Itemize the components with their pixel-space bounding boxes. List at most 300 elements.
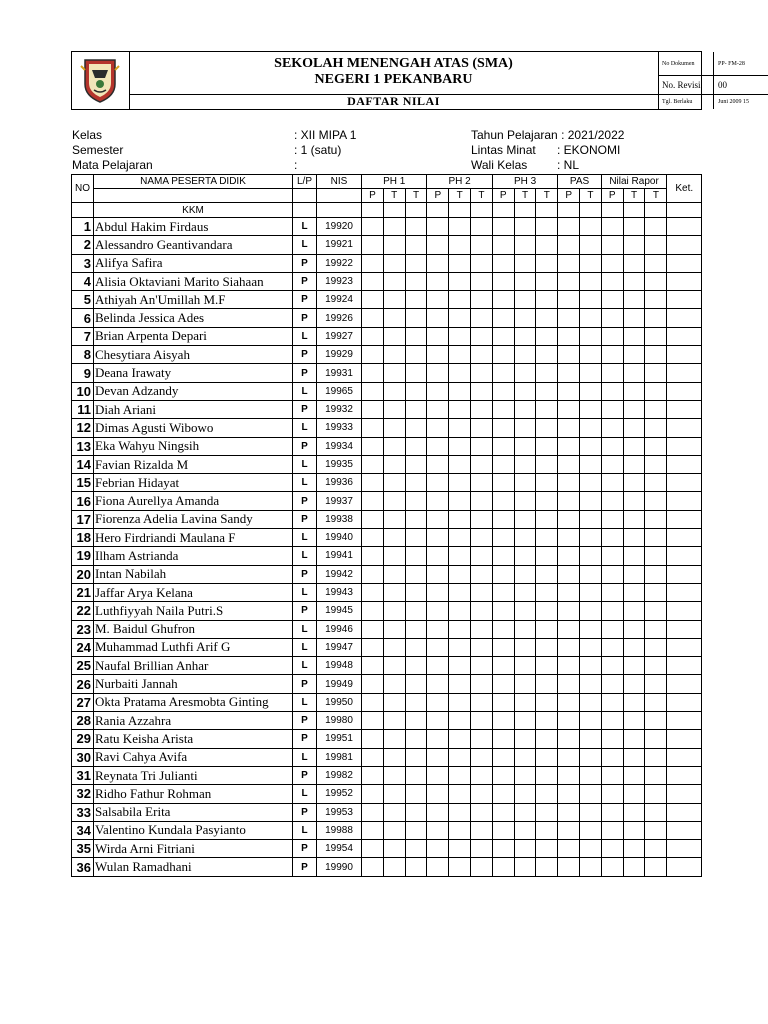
- grade-cell[interactable]: [471, 730, 493, 748]
- grade-cell[interactable]: [536, 785, 558, 803]
- grade-cell[interactable]: [362, 309, 384, 327]
- grade-cell[interactable]: [667, 309, 702, 327]
- grade-cell[interactable]: [514, 236, 536, 254]
- grade-cell[interactable]: [449, 400, 471, 418]
- grade-cell[interactable]: [449, 474, 471, 492]
- grade-cell[interactable]: [536, 858, 558, 876]
- grade-cell[interactable]: [623, 455, 645, 473]
- grade-cell[interactable]: [449, 492, 471, 510]
- grade-cell[interactable]: [383, 364, 405, 382]
- grade-cell[interactable]: [449, 602, 471, 620]
- grade-cell[interactable]: [536, 547, 558, 565]
- grade-cell[interactable]: [427, 583, 449, 601]
- grade-cell[interactable]: [427, 693, 449, 711]
- grade-cell[interactable]: [405, 583, 427, 601]
- grade-cell[interactable]: [383, 547, 405, 565]
- grade-cell[interactable]: [623, 693, 645, 711]
- grade-cell[interactable]: [405, 748, 427, 766]
- grade-cell[interactable]: [449, 218, 471, 236]
- grade-cell[interactable]: [492, 657, 514, 675]
- grade-cell[interactable]: [383, 840, 405, 858]
- grade-cell[interactable]: [623, 327, 645, 345]
- grade-cell[interactable]: [558, 364, 580, 382]
- grade-cell[interactable]: [558, 236, 580, 254]
- grade-cell[interactable]: [667, 474, 702, 492]
- grade-cell[interactable]: [667, 840, 702, 858]
- grade-cell[interactable]: [601, 309, 623, 327]
- grade-cell[interactable]: [405, 400, 427, 418]
- grade-cell[interactable]: [623, 291, 645, 309]
- grade-cell[interactable]: [471, 565, 493, 583]
- grade-cell[interactable]: [471, 272, 493, 290]
- grade-cell[interactable]: [667, 382, 702, 400]
- grade-cell[interactable]: [580, 455, 602, 473]
- grade-cell[interactable]: [383, 272, 405, 290]
- grade-cell[interactable]: [471, 346, 493, 364]
- grade-cell[interactable]: [383, 492, 405, 510]
- grade-cell[interactable]: [601, 602, 623, 620]
- grade-cell[interactable]: [362, 437, 384, 455]
- grade-cell[interactable]: [427, 218, 449, 236]
- grade-cell[interactable]: [514, 657, 536, 675]
- grade-cell[interactable]: [645, 218, 667, 236]
- grade-cell[interactable]: [558, 565, 580, 583]
- grade-cell[interactable]: [492, 766, 514, 784]
- grade-cell[interactable]: [427, 748, 449, 766]
- grade-cell[interactable]: [623, 272, 645, 290]
- grade-cell[interactable]: [601, 803, 623, 821]
- grade-cell[interactable]: [449, 565, 471, 583]
- grade-cell[interactable]: [405, 840, 427, 858]
- grade-cell[interactable]: [383, 419, 405, 437]
- grade-cell[interactable]: [362, 766, 384, 784]
- grade-cell[interactable]: [405, 602, 427, 620]
- grade-cell[interactable]: [536, 583, 558, 601]
- grade-cell[interactable]: [667, 730, 702, 748]
- grade-cell[interactable]: [514, 803, 536, 821]
- grade-cell[interactable]: [514, 455, 536, 473]
- grade-cell[interactable]: [514, 364, 536, 382]
- grade-cell[interactable]: [492, 583, 514, 601]
- grade-cell[interactable]: [383, 657, 405, 675]
- grade-cell[interactable]: [405, 547, 427, 565]
- grade-cell[interactable]: [362, 803, 384, 821]
- grade-cell[interactable]: [536, 730, 558, 748]
- grade-cell[interactable]: [383, 766, 405, 784]
- grade-cell[interactable]: [536, 492, 558, 510]
- grade-cell[interactable]: [623, 236, 645, 254]
- grade-cell[interactable]: [471, 748, 493, 766]
- grade-cell[interactable]: [471, 602, 493, 620]
- grade-cell[interactable]: [362, 455, 384, 473]
- grade-cell[interactable]: [536, 400, 558, 418]
- grade-cell[interactable]: [558, 858, 580, 876]
- grade-cell[interactable]: [471, 858, 493, 876]
- grade-cell[interactable]: [405, 821, 427, 839]
- grade-cell[interactable]: [449, 510, 471, 528]
- grade-cell[interactable]: [536, 272, 558, 290]
- grade-cell[interactable]: [362, 327, 384, 345]
- grade-cell[interactable]: [601, 382, 623, 400]
- grade-cell[interactable]: [471, 327, 493, 345]
- grade-cell[interactable]: [623, 858, 645, 876]
- grade-cell[interactable]: [667, 346, 702, 364]
- grade-cell[interactable]: [405, 218, 427, 236]
- grade-cell[interactable]: [667, 858, 702, 876]
- grade-cell[interactable]: [449, 638, 471, 656]
- grade-cell[interactable]: [492, 529, 514, 547]
- grade-cell[interactable]: [645, 748, 667, 766]
- grade-cell[interactable]: [383, 382, 405, 400]
- grade-cell[interactable]: [492, 309, 514, 327]
- grade-cell[interactable]: [362, 510, 384, 528]
- grade-cell[interactable]: [405, 766, 427, 784]
- grade-cell[interactable]: [580, 510, 602, 528]
- grade-cell[interactable]: [558, 382, 580, 400]
- grade-cell[interactable]: [601, 437, 623, 455]
- grade-cell[interactable]: [405, 657, 427, 675]
- grade-cell[interactable]: [427, 840, 449, 858]
- grade-cell[interactable]: [645, 309, 667, 327]
- grade-cell[interactable]: [645, 272, 667, 290]
- grade-cell[interactable]: [514, 785, 536, 803]
- grade-cell[interactable]: [492, 327, 514, 345]
- grade-cell[interactable]: [580, 766, 602, 784]
- grade-cell[interactable]: [580, 602, 602, 620]
- grade-cell[interactable]: [580, 657, 602, 675]
- grade-cell[interactable]: [623, 602, 645, 620]
- grade-cell[interactable]: [383, 583, 405, 601]
- grade-cell[interactable]: [580, 309, 602, 327]
- grade-cell[interactable]: [427, 291, 449, 309]
- grade-cell[interactable]: [492, 400, 514, 418]
- grade-cell[interactable]: [471, 803, 493, 821]
- grade-cell[interactable]: [471, 218, 493, 236]
- grade-cell[interactable]: [558, 675, 580, 693]
- grade-cell[interactable]: [667, 327, 702, 345]
- grade-cell[interactable]: [667, 419, 702, 437]
- grade-cell[interactable]: [667, 675, 702, 693]
- grade-cell[interactable]: [667, 565, 702, 583]
- grade-cell[interactable]: [580, 419, 602, 437]
- grade-cell[interactable]: [601, 254, 623, 272]
- grade-cell[interactable]: [514, 766, 536, 784]
- grade-cell[interactable]: [514, 693, 536, 711]
- grade-cell[interactable]: [558, 583, 580, 601]
- grade-cell[interactable]: [383, 602, 405, 620]
- grade-cell[interactable]: [601, 529, 623, 547]
- grade-cell[interactable]: [623, 583, 645, 601]
- grade-cell[interactable]: [471, 840, 493, 858]
- grade-cell[interactable]: [492, 803, 514, 821]
- grade-cell[interactable]: [623, 712, 645, 730]
- grade-cell[interactable]: [623, 565, 645, 583]
- grade-cell[interactable]: [405, 254, 427, 272]
- grade-cell[interactable]: [383, 291, 405, 309]
- grade-cell[interactable]: [580, 346, 602, 364]
- grade-cell[interactable]: [645, 766, 667, 784]
- grade-cell[interactable]: [492, 693, 514, 711]
- grade-cell[interactable]: [580, 474, 602, 492]
- grade-cell[interactable]: [449, 547, 471, 565]
- grade-cell[interactable]: [580, 565, 602, 583]
- grade-cell[interactable]: [471, 419, 493, 437]
- grade-cell[interactable]: [383, 712, 405, 730]
- grade-cell[interactable]: [449, 529, 471, 547]
- grade-cell[interactable]: [405, 510, 427, 528]
- grade-cell[interactable]: [580, 437, 602, 455]
- grade-cell[interactable]: [405, 327, 427, 345]
- grade-cell[interactable]: [645, 382, 667, 400]
- grade-cell[interactable]: [601, 218, 623, 236]
- grade-cell[interactable]: [427, 547, 449, 565]
- grade-cell[interactable]: [362, 620, 384, 638]
- grade-cell[interactable]: [667, 712, 702, 730]
- grade-cell[interactable]: [383, 565, 405, 583]
- grade-cell[interactable]: [471, 693, 493, 711]
- grade-cell[interactable]: [558, 840, 580, 858]
- grade-cell[interactable]: [601, 712, 623, 730]
- grade-cell[interactable]: [580, 529, 602, 547]
- grade-cell[interactable]: [427, 455, 449, 473]
- grade-cell[interactable]: [362, 400, 384, 418]
- grade-cell[interactable]: [558, 474, 580, 492]
- grade-cell[interactable]: [601, 693, 623, 711]
- grade-cell[interactable]: [536, 364, 558, 382]
- grade-cell[interactable]: [667, 583, 702, 601]
- grade-cell[interactable]: [601, 766, 623, 784]
- grade-cell[interactable]: [492, 675, 514, 693]
- grade-cell[interactable]: [667, 437, 702, 455]
- grade-cell[interactable]: [427, 785, 449, 803]
- grade-cell[interactable]: [645, 400, 667, 418]
- grade-cell[interactable]: [558, 400, 580, 418]
- grade-cell[interactable]: [623, 419, 645, 437]
- grade-cell[interactable]: [601, 620, 623, 638]
- grade-cell[interactable]: [405, 236, 427, 254]
- grade-cell[interactable]: [667, 785, 702, 803]
- grade-cell[interactable]: [645, 712, 667, 730]
- grade-cell[interactable]: [580, 785, 602, 803]
- grade-cell[interactable]: [514, 254, 536, 272]
- grade-cell[interactable]: [471, 785, 493, 803]
- grade-cell[interactable]: [492, 602, 514, 620]
- grade-cell[interactable]: [383, 730, 405, 748]
- grade-cell[interactable]: [601, 657, 623, 675]
- grade-cell[interactable]: [623, 309, 645, 327]
- grade-cell[interactable]: [645, 547, 667, 565]
- grade-cell[interactable]: [427, 492, 449, 510]
- grade-cell[interactable]: [383, 218, 405, 236]
- grade-cell[interactable]: [667, 400, 702, 418]
- grade-cell[interactable]: [536, 327, 558, 345]
- grade-cell[interactable]: [427, 657, 449, 675]
- grade-cell[interactable]: [601, 748, 623, 766]
- grade-cell[interactable]: [427, 364, 449, 382]
- grade-cell[interactable]: [580, 272, 602, 290]
- grade-cell[interactable]: [558, 547, 580, 565]
- grade-cell[interactable]: [536, 821, 558, 839]
- grade-cell[interactable]: [514, 291, 536, 309]
- grade-cell[interactable]: [580, 748, 602, 766]
- grade-cell[interactable]: [471, 382, 493, 400]
- grade-cell[interactable]: [536, 529, 558, 547]
- grade-cell[interactable]: [645, 437, 667, 455]
- grade-cell[interactable]: [449, 309, 471, 327]
- grade-cell[interactable]: [514, 858, 536, 876]
- grade-cell[interactable]: [536, 602, 558, 620]
- grade-cell[interactable]: [580, 291, 602, 309]
- grade-cell[interactable]: [645, 840, 667, 858]
- grade-cell[interactable]: [514, 620, 536, 638]
- grade-cell[interactable]: [471, 291, 493, 309]
- grade-cell[interactable]: [427, 712, 449, 730]
- grade-cell[interactable]: [667, 638, 702, 656]
- grade-cell[interactable]: [645, 803, 667, 821]
- grade-cell[interactable]: [558, 638, 580, 656]
- grade-cell[interactable]: [667, 364, 702, 382]
- grade-cell[interactable]: [601, 821, 623, 839]
- grade-cell[interactable]: [427, 602, 449, 620]
- grade-cell[interactable]: [645, 583, 667, 601]
- grade-cell[interactable]: [645, 236, 667, 254]
- grade-cell[interactable]: [471, 547, 493, 565]
- grade-cell[interactable]: [492, 346, 514, 364]
- grade-cell[interactable]: [427, 638, 449, 656]
- grade-cell[interactable]: [383, 821, 405, 839]
- grade-cell[interactable]: [449, 455, 471, 473]
- grade-cell[interactable]: [362, 492, 384, 510]
- grade-cell[interactable]: [536, 675, 558, 693]
- grade-cell[interactable]: [362, 712, 384, 730]
- grade-cell[interactable]: [645, 346, 667, 364]
- grade-cell[interactable]: [623, 638, 645, 656]
- grade-cell[interactable]: [514, 565, 536, 583]
- grade-cell[interactable]: [405, 693, 427, 711]
- grade-cell[interactable]: [492, 785, 514, 803]
- grade-cell[interactable]: [362, 419, 384, 437]
- grade-cell[interactable]: [558, 455, 580, 473]
- grade-cell[interactable]: [514, 712, 536, 730]
- grade-cell[interactable]: [449, 437, 471, 455]
- grade-cell[interactable]: [623, 510, 645, 528]
- grade-cell[interactable]: [449, 236, 471, 254]
- grade-cell[interactable]: [645, 419, 667, 437]
- grade-cell[interactable]: [405, 620, 427, 638]
- grade-cell[interactable]: [449, 840, 471, 858]
- grade-cell[interactable]: [558, 748, 580, 766]
- grade-cell[interactable]: [362, 602, 384, 620]
- grade-cell[interactable]: [580, 218, 602, 236]
- grade-cell[interactable]: [667, 529, 702, 547]
- grade-cell[interactable]: [645, 693, 667, 711]
- grade-cell[interactable]: [449, 364, 471, 382]
- grade-cell[interactable]: [427, 510, 449, 528]
- grade-cell[interactable]: [362, 638, 384, 656]
- grade-cell[interactable]: [623, 400, 645, 418]
- grade-cell[interactable]: [667, 693, 702, 711]
- grade-cell[interactable]: [623, 254, 645, 272]
- grade-cell[interactable]: [558, 821, 580, 839]
- grade-cell[interactable]: [645, 675, 667, 693]
- grade-cell[interactable]: [558, 529, 580, 547]
- grade-cell[interactable]: [362, 254, 384, 272]
- grade-cell[interactable]: [536, 766, 558, 784]
- grade-cell[interactable]: [601, 510, 623, 528]
- grade-cell[interactable]: [514, 419, 536, 437]
- grade-cell[interactable]: [492, 474, 514, 492]
- grade-cell[interactable]: [667, 455, 702, 473]
- grade-cell[interactable]: [514, 272, 536, 290]
- grade-cell[interactable]: [514, 583, 536, 601]
- grade-cell[interactable]: [558, 803, 580, 821]
- grade-cell[interactable]: [667, 766, 702, 784]
- grade-cell[interactable]: [580, 803, 602, 821]
- grade-cell[interactable]: [623, 748, 645, 766]
- grade-cell[interactable]: [558, 437, 580, 455]
- grade-cell[interactable]: [362, 272, 384, 290]
- grade-cell[interactable]: [667, 602, 702, 620]
- grade-cell[interactable]: [449, 748, 471, 766]
- grade-cell[interactable]: [514, 638, 536, 656]
- grade-cell[interactable]: [383, 254, 405, 272]
- grade-cell[interactable]: [645, 291, 667, 309]
- grade-cell[interactable]: [580, 858, 602, 876]
- grade-cell[interactable]: [405, 730, 427, 748]
- grade-cell[interactable]: [558, 218, 580, 236]
- grade-cell[interactable]: [405, 437, 427, 455]
- grade-cell[interactable]: [558, 602, 580, 620]
- grade-cell[interactable]: [558, 492, 580, 510]
- grade-cell[interactable]: [601, 675, 623, 693]
- grade-cell[interactable]: [580, 675, 602, 693]
- grade-cell[interactable]: [514, 675, 536, 693]
- grade-cell[interactable]: [645, 364, 667, 382]
- grade-cell[interactable]: [471, 437, 493, 455]
- grade-cell[interactable]: [383, 529, 405, 547]
- grade-cell[interactable]: [623, 766, 645, 784]
- grade-cell[interactable]: [362, 675, 384, 693]
- grade-cell[interactable]: [623, 657, 645, 675]
- grade-cell[interactable]: [645, 785, 667, 803]
- grade-cell[interactable]: [645, 327, 667, 345]
- grade-cell[interactable]: [427, 254, 449, 272]
- grade-cell[interactable]: [645, 474, 667, 492]
- grade-cell[interactable]: [623, 492, 645, 510]
- grade-cell[interactable]: [362, 748, 384, 766]
- grade-cell[interactable]: [427, 346, 449, 364]
- grade-cell[interactable]: [514, 602, 536, 620]
- grade-cell[interactable]: [645, 529, 667, 547]
- grade-cell[interactable]: [601, 638, 623, 656]
- grade-cell[interactable]: [383, 510, 405, 528]
- grade-cell[interactable]: [362, 565, 384, 583]
- grade-cell[interactable]: [405, 291, 427, 309]
- grade-cell[interactable]: [514, 821, 536, 839]
- grade-cell[interactable]: [449, 821, 471, 839]
- grade-cell[interactable]: [667, 821, 702, 839]
- grade-cell[interactable]: [601, 419, 623, 437]
- grade-cell[interactable]: [536, 455, 558, 473]
- grade-cell[interactable]: [514, 346, 536, 364]
- grade-cell[interactable]: [667, 748, 702, 766]
- grade-cell[interactable]: [580, 821, 602, 839]
- grade-cell[interactable]: [362, 693, 384, 711]
- grade-cell[interactable]: [383, 675, 405, 693]
- grade-cell[interactable]: [645, 455, 667, 473]
- grade-cell[interactable]: [471, 529, 493, 547]
- grade-cell[interactable]: [492, 565, 514, 583]
